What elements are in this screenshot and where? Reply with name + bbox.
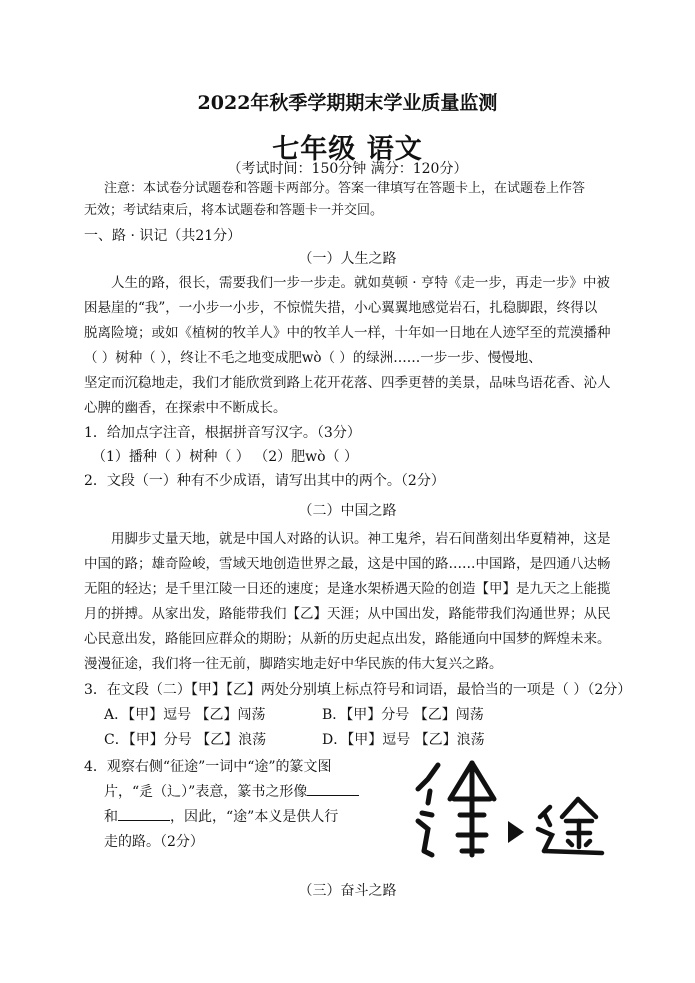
- option-c: C．【甲】分号 【乙】浪荡: [104, 732, 267, 748]
- exam-title: 2022年秋季学期期末学业质量监测: [197, 92, 498, 114]
- q4-text: 和: [104, 809, 118, 825]
- section2-title: （二）中国之路: [298, 503, 397, 519]
- q4-text: ，因此，“途”本义是供人行: [170, 809, 339, 825]
- question-4-line-1: 4．观察右侧“征途”一词中“途”的篆文图: [84, 759, 332, 775]
- option-a: A．【甲】逗号 【乙】闯荡: [104, 707, 266, 723]
- seal-script-tu-image: [410, 755, 625, 870]
- section1-passage: [84, 271, 611, 421]
- part1-heading: 一、路 · 识记（共21分）: [84, 228, 242, 244]
- notice-line-2: 无效；考试结束后，将本试题卷和答题卡一并交回。: [84, 203, 384, 218]
- section1-title: （一）人生之路: [298, 251, 397, 267]
- passage-line: 中国的路；雄奇险峻，雪域天地创造世界之最，这是中国的路……中国路，是四通八达畅: [84, 556, 611, 572]
- section2-passage: [84, 527, 611, 677]
- exam-subtitle: 七年级 语文: [272, 134, 423, 165]
- question-1-answers: （1）播种（ ）树种（ ） （2）肥wò（ ）: [92, 449, 359, 465]
- passage-line: 坚定而沉稳地走，我们才能欣赏到路上花开花落、四季更替的美景，品味鸟语花香、沁人: [84, 375, 611, 391]
- passage-line: 心脾的幽香，在探索中不断成长。: [84, 400, 287, 416]
- exam-meta: （考试时间：150分钟 满分：120分）: [227, 161, 468, 177]
- passage-line: 心民意出发，路能回应群众的期盼；从新的历史起点出发，路能通向中国梦的辉煌未来。: [84, 631, 611, 647]
- section3-title: （三）奋斗之路: [298, 883, 397, 899]
- passage-line: （ ）树种（ ），终让不毛之地变成肥wò（ ）的绿洲……一步一步、慢慢地、: [84, 350, 542, 366]
- question-4-line-4: 走的路。（2分）: [104, 834, 204, 850]
- passage-line: 漫漫征途，我们将一往无前，脚踏实地走好中华民族的伟大复兴之路。: [84, 656, 503, 672]
- passage-line: 人生的路，很长，需要我们一步一步走。就如莫顿 · 亨特《走一步，再走一步》中被: [111, 275, 610, 291]
- question-4-line-2: [104, 781, 359, 801]
- passage-line: 用脚步丈量天地，就是中国人对路的认识。神工鬼斧，岩石间凿刻出华夏精神，这是: [111, 531, 611, 547]
- passage-line: 困悬崖的“我”，一小步一小步，不惊慌失措，小心翼翼地感觉岩石，扎稳脚跟，终得以: [84, 300, 598, 316]
- question-3-stem: 3．在文段（二）【甲】【乙】两处分别填上标点符号和词语，最恰当的一项是（ ）（2分）: [84, 682, 632, 698]
- question-1-stem: 1．给加点字注音，根据拼音写汉字。（3分）: [84, 425, 361, 441]
- option-d: D．【甲】逗号 【乙】浪荡: [322, 732, 485, 748]
- passage-line: 无阻的轻达；是千里江陵一日还的速度；是逢水架桥遇天险的创造【甲】是九天之上能揽: [84, 581, 611, 597]
- arrow-icon: [508, 821, 524, 843]
- answer-blank-2[interactable]: [118, 806, 170, 821]
- passage-line: 脱离险境；或如《植树的牧羊人》中的牧羊人一样，十年如一日地在人迹罕至的荒漠播种: [84, 325, 611, 341]
- option-b: B．【甲】分号 【乙】闯荡: [322, 707, 484, 723]
- answer-blank-1[interactable]: [307, 781, 359, 796]
- q4-text: 片，“辵（辶）”表意，篆书之形像: [104, 784, 308, 800]
- passage-line: 月的拼搏。从家出发，路能带我们【乙】天涯；从中国出发，路能带我们沟通世界；从民: [84, 606, 611, 622]
- question-4-line-3: [104, 806, 338, 826]
- notice-line-1: 注意：本试卷分试题卷和答题卡两部分。答案一律填写在答题卡上，在试题卷上作答: [104, 181, 586, 196]
- question-2-stem: 2．文段（一）种有不少成语，请写出其中的两个。（2分）: [84, 473, 445, 489]
